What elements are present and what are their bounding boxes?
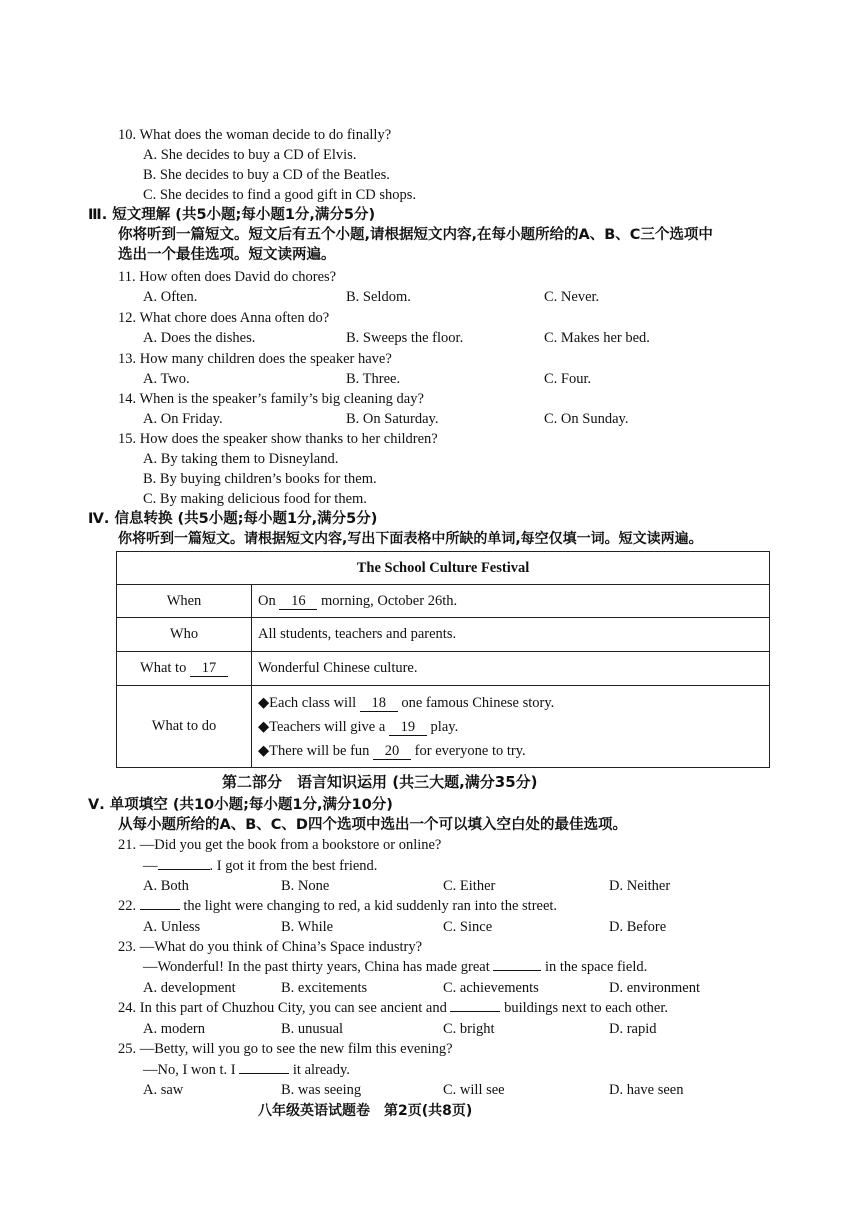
q15-option-b: B. By buying children’s books for them. <box>143 471 377 487</box>
what-to-do-label: What to do <box>117 686 252 768</box>
section4-heading: Ⅳ. 信息转换 (共5小题;每小题1分,满分5分) <box>88 511 378 527</box>
q10-stem: 10. What does the woman decide to do finally? <box>118 127 392 143</box>
q24-option-d: D. rapid <box>609 1021 657 1037</box>
blank-20: 20 <box>373 744 411 760</box>
q22-blank <box>140 909 180 910</box>
bullet-18 <box>258 691 763 715</box>
what-to-label <box>117 652 252 686</box>
q25-line-1: 25. —Betty, will you go to see the new film this evening? <box>118 1041 453 1057</box>
q12-option-b: B. Sweeps the floor. <box>346 330 464 346</box>
table-title: The School Culture Festival <box>117 552 770 585</box>
table-row-what-to-do <box>117 686 770 768</box>
q21-option-a: A. Both <box>143 878 189 894</box>
bullet-20-suffix: for everyone to try. <box>414 742 526 759</box>
q25-line-2 <box>143 1061 350 1079</box>
q14-option-a: A. On Friday. <box>143 411 223 427</box>
q23-option-a: A. development <box>143 980 236 996</box>
q22-option-c: C. Since <box>443 919 493 935</box>
q23-line-1: 23. —What do you think of China’s Space industry? <box>118 939 423 955</box>
q24-option-b: B. unusual <box>281 1021 344 1037</box>
q22-text: the light were changing to red, a kid suddenly ran into the street. <box>183 898 558 914</box>
q23-option-c: C. achievements <box>443 980 539 996</box>
bullet-18-prefix: ◆Each class will <box>258 694 357 711</box>
festival-table <box>116 551 770 768</box>
q21-option-d: D. Neither <box>609 878 671 894</box>
blank-17: 17 <box>190 661 228 677</box>
bullet-20-prefix: ◆There will be fun <box>258 742 370 759</box>
page-footer: 八年级英语试题卷 第2页(共8页) <box>258 1103 473 1119</box>
q11-option-a: A. Often. <box>143 289 198 305</box>
section3-instruction-1: 你将听到一篇短文。短文后有五个小题,请根据短文内容,在每小题所给的A、B、C三个选项中 <box>118 227 713 243</box>
blank-16: 16 <box>279 594 317 610</box>
q25-blank <box>239 1073 289 1074</box>
when-suffix: morning, October 26th. <box>320 592 458 609</box>
q11-option-c: C. Never. <box>544 289 600 305</box>
section4-instruction: 你将听到一篇短文。请根据短文内容,写出下面表格中所缺的单词,每空仅填一词。短文读两遍。 <box>118 531 703 547</box>
q11-option-b: B. Seldom. <box>346 289 411 305</box>
q12-stem: 12. What chore does Anna often do? <box>118 310 330 326</box>
q23-line-2 <box>143 958 647 976</box>
q21-line-1: 21. —Did you get the book from a bookstore or online? <box>118 837 442 853</box>
bullet-19-suffix: play. <box>430 718 459 735</box>
part2-heading: 第二部分 语言知识运用 (共三大题,满分35分) <box>222 773 538 791</box>
q25-option-b: B. was seeing <box>281 1082 362 1098</box>
q24-option-c: C. bright <box>443 1021 495 1037</box>
table-row-when <box>117 585 770 618</box>
q21-option-c: C. Either <box>443 878 496 894</box>
q13-option-b: B. Three. <box>346 371 401 387</box>
q22-option-b: B. While <box>281 919 334 935</box>
section3-instruction-2: 选出一个最佳选项。短文读两遍。 <box>118 247 336 263</box>
q22-option-a: A. Unless <box>143 919 201 935</box>
q25-option-a: A. saw <box>143 1082 184 1098</box>
q13-option-c: C. Four. <box>544 371 592 387</box>
q23-line-2-prefix: —Wonderful! In the past thirty years, China has made great <box>143 959 490 975</box>
who-label: Who <box>117 618 252 652</box>
blank-19: 19 <box>389 720 427 736</box>
q21-option-b: B. None <box>281 878 330 894</box>
q15-option-a: A. By taking them to Disneyland. <box>143 451 339 467</box>
q12-option-a: A. Does the dishes. <box>143 330 256 346</box>
q22-stem <box>118 897 557 915</box>
what-to-value: Wonderful Chinese culture. <box>252 652 770 686</box>
table-row-who <box>117 618 770 652</box>
when-label: When <box>117 585 252 618</box>
bullet-19 <box>258 715 763 739</box>
q11-stem: 11. How often does David do chores? <box>118 269 337 285</box>
q21-line-2 <box>143 857 377 875</box>
q23-blank <box>493 970 541 971</box>
q25-line-2-prefix: —No, I won t. I <box>143 1062 236 1078</box>
q21-dash: — <box>143 858 158 874</box>
q10-option-a: A. She decides to buy a CD of Elvis. <box>143 147 357 163</box>
bullet-19-prefix: ◆Teachers will give a <box>258 718 386 735</box>
q10-option-c: C. She decides to find a good gift in CD shops. <box>143 187 417 203</box>
who-value: All students, teachers and parents. <box>252 618 770 652</box>
q14-stem: 14. When is the speaker’s family’s big cleaning day? <box>118 391 424 407</box>
q21-blank <box>158 869 210 870</box>
q25-option-d: D. have seen <box>609 1082 684 1098</box>
q12-option-c: C. Makes her bed. <box>544 330 650 346</box>
q24-blank <box>450 1011 500 1012</box>
section5-instruction: 从每小题所给的A、B、C、D四个选项中选出一个可以填入空白处的最佳选项。 <box>118 817 627 833</box>
q22-number: 22. <box>118 898 137 914</box>
q24-stem <box>118 999 668 1017</box>
bullet-18-suffix: one famous Chinese story. <box>401 694 555 711</box>
q14-option-c: C. On Sunday. <box>544 411 629 427</box>
when-prefix: On <box>258 592 276 609</box>
section3-heading: Ⅲ. 短文理解 (共5小题;每小题1分,满分5分) <box>88 207 376 223</box>
blank-18: 18 <box>360 696 398 712</box>
q22-option-d: D. Before <box>609 919 667 935</box>
section5-heading: Ⅴ. 单项填空 (共10小题;每小题1分,满分10分) <box>88 797 393 813</box>
table-row-what-to <box>117 652 770 686</box>
q23-line-2-suffix: in the space field. <box>544 959 648 975</box>
q10-option-b: B. She decides to buy a CD of the Beatles. <box>143 167 390 183</box>
q13-stem: 13. How many children does the speaker have? <box>118 351 392 367</box>
q13-option-a: A. Two. <box>143 371 190 387</box>
q21-line-2-text: . I got it from the best friend. <box>209 858 378 874</box>
q15-stem: 15. How does the speaker show thanks to her children? <box>118 431 438 447</box>
q14-option-b: B. On Saturday. <box>346 411 439 427</box>
q25-option-c: C. will see <box>443 1082 505 1098</box>
what-to-prefix: What to <box>140 660 187 676</box>
q24-suffix: buildings next to each other. <box>504 1000 669 1016</box>
q25-line-2-suffix: it already. <box>292 1062 350 1078</box>
q24-option-a: A. modern <box>143 1021 206 1037</box>
q23-option-b: B. excitements <box>281 980 368 996</box>
when-value <box>252 585 770 618</box>
q23-option-d: D. environment <box>609 980 701 996</box>
q24-prefix: 24. In this part of Chuzhou City, you can see ancient and <box>118 1000 447 1016</box>
bullet-20 <box>258 739 763 763</box>
q15-option-c: C. By making delicious food for them. <box>143 491 367 507</box>
what-to-do-value <box>252 686 770 768</box>
